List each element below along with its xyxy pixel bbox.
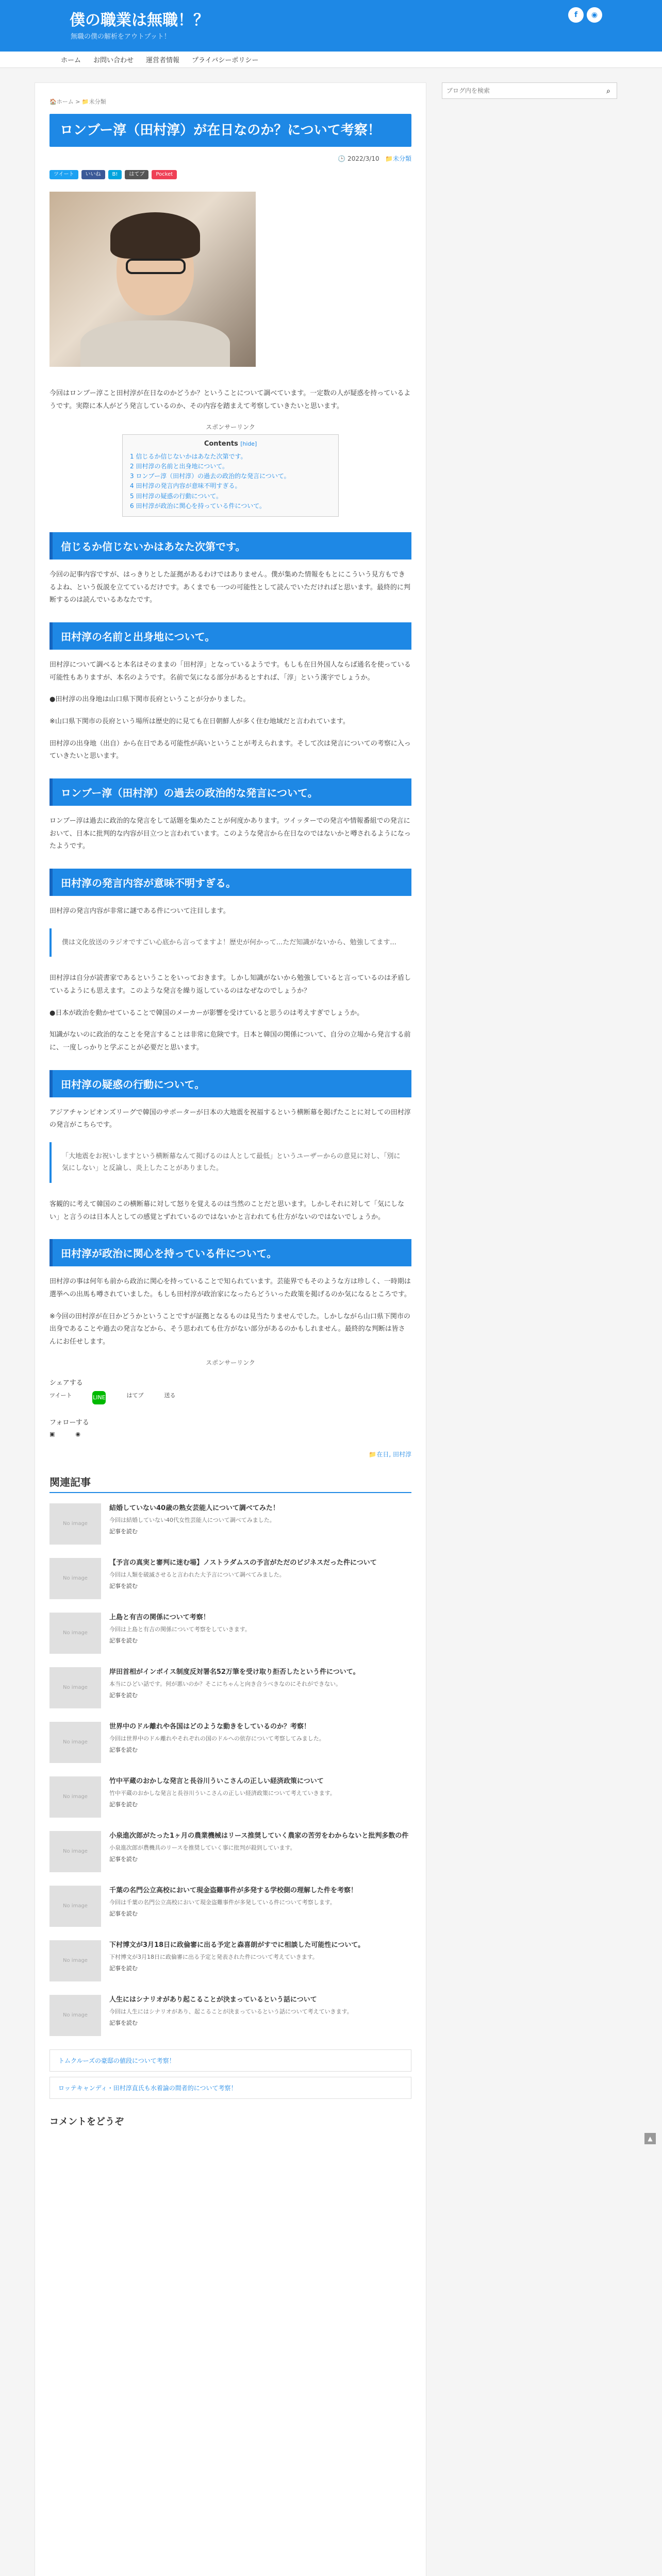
related-item[interactable] xyxy=(49,1667,411,1708)
related-thumb[interactable]: No image xyxy=(49,1940,101,1981)
related-text xyxy=(109,1503,279,1545)
related-item-title[interactable]: 千葉の名門公立高校において現金盗難事件が多発する学校側の理解した件を考察！ xyxy=(109,1886,358,1894)
section-text: 田村淳について調べると本名はそのままの「田村淳」となっているようです。もしも在日外国人ならば通名を使っている可能性もありますが、本名のようです。名前で気になる部分があるとすれば、「淳」という漢字でしょうか。 xyxy=(49,660,411,682)
article-meta xyxy=(49,154,411,163)
category-link[interactable]: 📁未分類 xyxy=(385,155,411,163)
related-item[interactable] xyxy=(49,1722,411,1763)
section-text: 知識がないのに政治的なことを発言することは非常に危険です。日本と韓国の関係について、自分の立場から発言する前に、一度しっかりと学ぶことが必要だと思います。 xyxy=(49,1031,411,1052)
tweet-button[interactable]: ツイート xyxy=(49,170,78,179)
related-excerpt: 今回は世界中のドル離れやそれぞれの国のドルへの依存について考察してみました。 xyxy=(109,1735,325,1742)
hatena-button[interactable]: B! xyxy=(108,170,122,179)
related-text xyxy=(109,1831,408,1872)
related-item-title[interactable]: 上島と有吉の関係について考察！ xyxy=(109,1613,210,1621)
related-text xyxy=(109,1776,336,1818)
related-thumb[interactable]: No image xyxy=(49,1722,101,1763)
section-text: ロンブー淳は過去に政治的な発言をして話題を集めたことが何度かあります。ツイッターでの発言や情報番組での発言において、日本に批判的な内容が目立つと言われています。このような発言から在日なのではないかと噂されるようになったようです。 xyxy=(49,817,411,851)
section-text: 田村淳の事は何年も前から政治に関心を持っていることで知られています。芸能界でもそのような方は珍しく、一時期は選挙への出馬も噂されていました。もしも田村淳が政治家になったらどういった政策を掲げるのか気になるところです。 xyxy=(49,1278,411,1298)
related-thumb[interactable]: No image xyxy=(49,1776,101,1818)
section-text: ●田村淳の出身地は山口県下関市長府ということが分かりました。 xyxy=(49,696,250,704)
section-heading: 田村淳の発言内容が意味不明すぎる。 xyxy=(49,869,411,896)
feedly-follow-icon[interactable]: ▣ xyxy=(49,1430,55,1437)
prev-post-link[interactable]: トムクルーズの豪邸の値段について考察！ xyxy=(49,2049,411,2072)
main-content xyxy=(35,82,426,2576)
related-item[interactable] xyxy=(49,1995,411,2036)
toc-item[interactable]: 6 田村淳が政治に関心を持っている件について。 xyxy=(130,502,266,510)
intro-text: 今回はロンブー淳こと田村淳が在日なのかどうか？ということについて調べています。一定数の人が疑惑を持っているようです。実際に本人がどう発言しているのか、その内容を踏まえて考察していきたいと思います。 xyxy=(49,389,411,411)
table-of-contents xyxy=(122,434,339,517)
related-item-title[interactable]: 小泉進次郎がたった1ヶ月の農業機械はリース推奨していく農家の苦労をわからないと批判多数の件 xyxy=(109,1832,409,1840)
post-date: 🕒 2022/3/10 xyxy=(338,155,379,163)
breadcrumb[interactable]: 🏠ホーム > 📁未分類 xyxy=(49,98,106,105)
related-item-title[interactable]: 下村博文が3月18日に政倫審に出る予定と森喜朗がすでに相談した可能性について。 xyxy=(109,1941,365,1949)
related-item-title[interactable]: 人生にはシナリオがあり起こることが決まっているという話について xyxy=(109,1995,317,2004)
related-excerpt: 今回は結婚していない40代女性芸能人について調べてみました。 xyxy=(109,1517,275,1524)
related-excerpt: 今回は人生にはシナリオがあり、起こることが決まっているという話について考えていきます。 xyxy=(109,2008,353,2015)
like-button[interactable]: いいね xyxy=(81,170,105,179)
related-title: 関連記事 xyxy=(49,1474,411,1493)
related-item[interactable] xyxy=(49,1776,411,1818)
follow-buttons xyxy=(49,1431,411,1437)
photo-shirt xyxy=(80,320,230,367)
related-thumb[interactable]: No image xyxy=(49,1503,101,1545)
toc-title xyxy=(130,440,331,448)
rss-follow-icon[interactable]: ◉ xyxy=(75,1430,81,1437)
related-text xyxy=(109,1667,359,1708)
page-container xyxy=(35,68,627,2127)
section-text: ●日本が政治を動かせていることで韓国のメーカーが影響を受けていると思うのは考えすぎでしょうか。 xyxy=(49,1009,364,1017)
hatena-bookmark-button[interactable]: はてブ xyxy=(125,170,148,179)
toc-title-text: Contents xyxy=(204,439,238,448)
read-more-link[interactable]: 記事を読む xyxy=(109,1964,138,1972)
related-text xyxy=(109,1995,353,2036)
sidebar xyxy=(442,82,617,99)
section-heading: ロンブー淳（田村淳）の過去の政治的な発言について。 xyxy=(49,778,411,806)
toc-item[interactable]: 5 田村淳の疑惑の行動について。 xyxy=(130,492,222,500)
eyecatch-photo xyxy=(49,192,256,367)
nav-contact[interactable]: お問い合わせ xyxy=(93,57,134,64)
pocket-button[interactable]: Pocket xyxy=(152,170,177,179)
blockquote: 「大地震をお祝いしますという横断幕なんて掲げるのは人として最低」というユーザーからの意見に対し、「別に気にしない」と反論し、炎上したことがありました。 xyxy=(49,1142,411,1183)
photo-hair xyxy=(110,212,200,259)
related-excerpt: 今回は人類を破滅させると言われた大予言について調べてみました。 xyxy=(109,1571,285,1579)
header-icons xyxy=(568,7,602,23)
section-text: ※山口県下関市の長府という場所は歴史的に見ても在日朝鮮人が多く住む地域だと言われています。 xyxy=(49,718,350,726)
sponsor-label-bottom: スポンサーリンク xyxy=(206,1359,255,1366)
related-item-title[interactable]: 世界中のドル離れや各国はどのような動きをしているのか？考察！ xyxy=(109,1722,311,1731)
share-hatena[interactable]: はてブ xyxy=(126,1392,144,1399)
related-item[interactable] xyxy=(49,1503,411,1545)
related-thumb[interactable]: No image xyxy=(49,1558,101,1599)
read-more-link[interactable]: 記事を読む xyxy=(109,2019,138,2026)
related-text xyxy=(109,1558,377,1599)
scroll-top-button[interactable]: ▲ xyxy=(644,2133,656,2144)
read-more-link[interactable]: 記事を読む xyxy=(109,1528,138,1535)
site-title[interactable]: 僕の職業は無職！？ xyxy=(70,11,209,29)
related-item-title[interactable]: 【予言の真実と審判に迷む場】ノストラダムスの予言がただのビジネスだった件について xyxy=(109,1558,377,1567)
post-tags[interactable]: 📁在日, 田村淳 xyxy=(369,1450,411,1458)
related-excerpt: 下村博文が3月18日に政倫審に出る予定と発表された件について考えていきます。 xyxy=(109,1954,318,1961)
related-item[interactable] xyxy=(49,1831,411,1872)
comment-title: コメントをどうぞ xyxy=(49,2116,124,2127)
article-title: ロンブー淳（田村淳）が在日なのか？について考察！ xyxy=(49,114,411,147)
toc-item[interactable]: 3 ロンブー淳（田村淳）の過去の政治的な発言について。 xyxy=(130,472,290,480)
sponsor-label: スポンサーリンク xyxy=(206,423,255,431)
section-text: 田村淳は自分が読書家であるということをいっておきます。しかし知識がないから勉強していると言っているのは矛盾しているようにも思えます。このような発言を繰り返しているのはなぜなのでしょうか？ xyxy=(49,974,411,995)
nav-privacy[interactable]: プライバシーポリシー xyxy=(192,57,259,64)
main-nav xyxy=(0,52,662,68)
related-text xyxy=(109,1940,365,1981)
rss-icon[interactable]: ◉ xyxy=(587,7,602,23)
site-tagline: 無職の僕の解析をアウトプット！ xyxy=(71,33,171,41)
read-more-link[interactable]: 記事を読む xyxy=(109,1855,138,1862)
related-excerpt: 竹中平蔵のおかしな発言と長谷川ういこさんの正しい経済政策について考えていきます。 xyxy=(109,1790,336,1797)
top-share-row xyxy=(49,170,411,179)
related-excerpt: 小泉進次郎が農機具のリースを推奨していく事に批判が殺到しています。 xyxy=(109,1844,296,1852)
read-more-link[interactable]: 記事を読む xyxy=(109,1910,138,1917)
section-text: 田村淳の発言内容が非常に謎である件について注目します。 xyxy=(49,907,230,916)
related-excerpt: 本当にひどい話です。何が悪いのか？そこにちゃんと向き合うべきなのにそれができない。 xyxy=(109,1681,342,1688)
related-item-title[interactable]: 竹中平蔵のおかしな発言と長谷川ういこさんの正しい経済政策について xyxy=(109,1777,324,1785)
read-more-link[interactable]: 記事を読む xyxy=(109,1746,138,1753)
related-text xyxy=(109,1886,357,1927)
section-heading: 田村淳が政治に関心を持っている件について。 xyxy=(49,1239,411,1266)
related-thumb[interactable]: No image xyxy=(49,1613,101,1654)
share-title: シェアする xyxy=(49,1379,83,1387)
share-pocket[interactable]: 送る xyxy=(164,1392,176,1399)
related-thumb[interactable]: No image xyxy=(49,1886,101,1927)
blockquote: 僕は文化放送のラジオですごい心底から言ってますよ！歴史が何かって...ただ知識がないから、勉強してます... xyxy=(49,928,411,957)
section-text: 田村淳の出身地（出自）から在日である可能性が高いということが考えられます。そして次は発言についての考察に入っていきたいと思います。 xyxy=(49,739,411,760)
nav-about[interactable]: 運営者情報 xyxy=(146,57,180,64)
section-text: 今回の記事内容ですが、はっきりとした証拠があるわけではありません。僕が集めた情報をもとにこういう見方もできるよね、という仮説を立てているだけです。あくまでも一つの可能性として読んでいただければと思います。最終的に判断するのは読んでいるあなたです。 xyxy=(49,570,410,604)
toc-item[interactable]: 2 田村淳の名前と出身地について。 xyxy=(130,462,228,470)
next-post-link[interactable]: ロッテキャンディ・田村淳直氏も水着論の間者的について考察！ xyxy=(49,2077,411,2099)
section-text: アジアチャンピオンズリーグで韓国のサポーターが日本の大地震を祝福するという横断幕を掲げたことに対しての田村淳の発言がこちらです。 xyxy=(49,1108,411,1129)
share-buttons xyxy=(49,1391,411,1404)
search-icon[interactable]: ⌕ xyxy=(600,83,617,98)
section-heading: 信じるか信じないかはあなた次第です。 xyxy=(49,532,411,560)
section-heading: 田村淳の名前と出身地について。 xyxy=(49,622,411,650)
section-text: ※今回の田村淳が在日かどうかということですが証拠となるものは見当たりませんでした。しかしながら山口県下関市の出身であることや過去の発言などから、そう思われても仕方がない部分があるのかもしれません。最終的な判断は皆さんにお任せします。 xyxy=(49,1312,410,1346)
follow-title: フォローする xyxy=(49,1418,89,1427)
toc-item[interactable]: 4 田村淳の発言内容が意味不明すぎる。 xyxy=(130,482,241,490)
read-more-link[interactable]: 記事を読む xyxy=(109,1691,138,1699)
nav-home[interactable]: ホーム xyxy=(61,57,81,64)
related-thumb[interactable]: No image xyxy=(49,1667,101,1708)
photo-glasses xyxy=(126,259,186,274)
toc-item[interactable]: 1 信じるか信じないかはあなた次第です。 xyxy=(130,452,247,460)
read-more-link[interactable]: 記事を読む xyxy=(109,1801,138,1808)
related-thumb[interactable]: No image xyxy=(49,1995,101,2036)
related-item[interactable] xyxy=(49,1558,411,1599)
related-item[interactable] xyxy=(49,1886,411,1927)
related-item-title[interactable]: 結婚していない40歳の熟女芸能人について調べてみた！ xyxy=(109,1504,279,1512)
toc-hide-toggle[interactable]: [hide] xyxy=(240,440,257,447)
read-more-link[interactable]: 記事を読む xyxy=(109,1582,138,1589)
related-item-title[interactable]: 岸田首相がインボイス制度反対署名52万筆を受け取り拒否したという件について。 xyxy=(109,1668,360,1676)
related-text xyxy=(109,1722,325,1763)
share-line[interactable]: LINE xyxy=(92,1391,106,1404)
search-box xyxy=(442,82,617,99)
related-excerpt: 今回は上島と有吉の関係について考察をしていきます。 xyxy=(109,1626,251,1633)
related-item[interactable] xyxy=(49,1940,411,1981)
site-header xyxy=(0,0,662,52)
search-input[interactable] xyxy=(442,83,600,98)
section-heading: 田村淳の疑惑の行動について。 xyxy=(49,1070,411,1097)
related-text xyxy=(109,1613,251,1654)
related-thumb[interactable]: No image xyxy=(49,1831,101,1872)
feedly-icon[interactable]: f xyxy=(568,7,584,23)
related-item[interactable] xyxy=(49,1613,411,1654)
section-text: 客観的に考えて韓国のこの横断幕に対して怒りを覚えるのは当然のことだと思います。しかしそれに対して「気にしない」と言うのは日本人としての感覚とずれているのではないかと言われても仕方がないのではないでしょうか。 xyxy=(49,1200,404,1221)
related-excerpt: 今回は千葉の名門公立高校において現金盗難事件が多発している件について考察します。 xyxy=(109,1899,336,1906)
share-tweet[interactable]: ツイート xyxy=(49,1392,72,1399)
read-more-link[interactable]: 記事を読む xyxy=(109,1637,138,1644)
